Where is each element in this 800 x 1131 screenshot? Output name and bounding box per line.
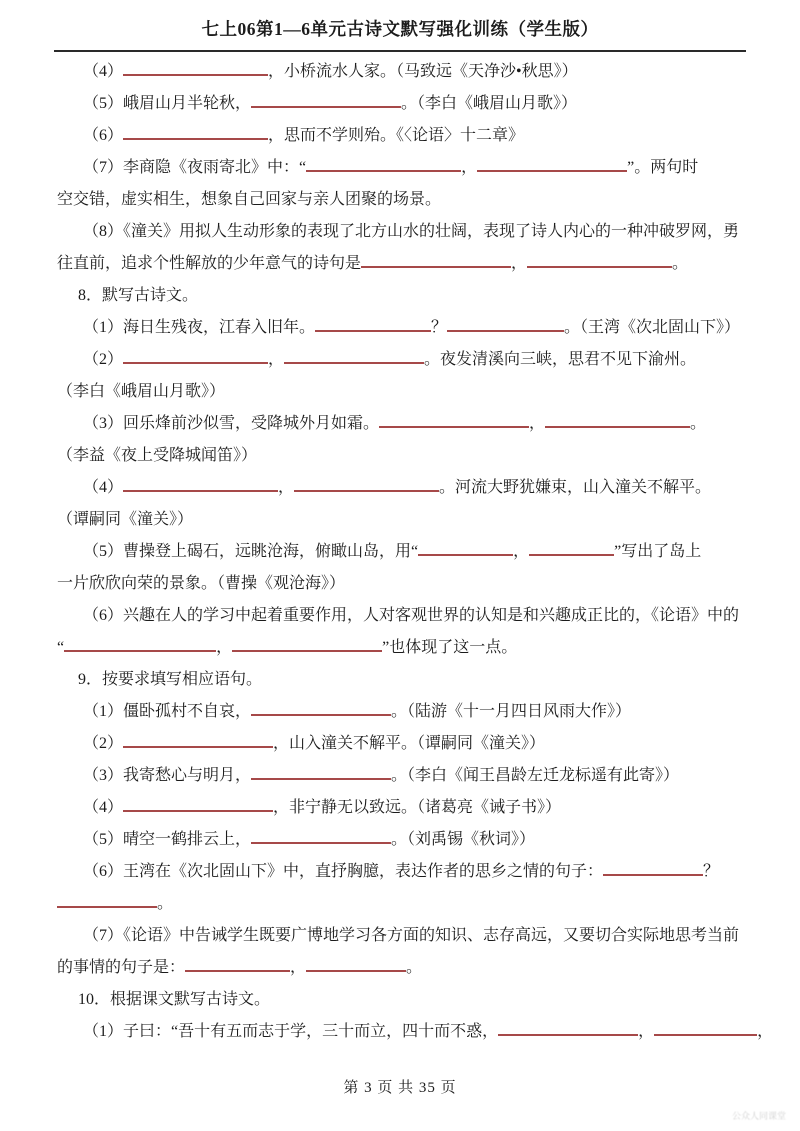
doc-line bbox=[57, 536, 743, 568]
text-segment: （1）海日生残夜，江春入旧年。 bbox=[83, 319, 316, 336]
page-number: 第 3 页 共 35 页 bbox=[343, 1080, 457, 1096]
doc-line bbox=[57, 312, 743, 344]
doc-line bbox=[57, 440, 743, 472]
text-segment: ， bbox=[461, 159, 478, 176]
text-segment: （李白《峨眉山月歌》） bbox=[57, 383, 226, 400]
answer-blank bbox=[361, 252, 511, 268]
text-segment: （8）《潼关》用拟人生动形象的表现了北方山水的壮阔，表现了诗人内心的一种冲破罗网，勇 bbox=[83, 223, 740, 240]
doc-line bbox=[57, 88, 743, 120]
text-segment: 。（李白《峨眉山月歌》） bbox=[401, 95, 578, 112]
text-segment: （6）王湾在《次北固山下》中，直抒胸臆，表达作者的思乡之情的句子： bbox=[83, 863, 604, 880]
document-header bbox=[0, 0, 800, 41]
text-segment: 。（刘禹锡《秋词》） bbox=[391, 831, 536, 848]
doc-line bbox=[57, 280, 743, 312]
text-segment: 9．按要求填写相应语句。 bbox=[78, 671, 263, 688]
answer-blank bbox=[527, 252, 672, 268]
text-segment: 。（王湾《次北固山下》） bbox=[564, 319, 741, 336]
text-segment: 。夜发清溪向三峡，思君不见下渝州。 bbox=[424, 351, 697, 368]
doc-line bbox=[57, 344, 743, 376]
doc-line bbox=[57, 184, 743, 216]
text-segment: （李益《夜上受降城闻笛》） bbox=[57, 447, 258, 464]
answer-blank bbox=[123, 60, 268, 76]
text-segment: 10．根据课文默写古诗文。 bbox=[78, 991, 271, 1008]
answer-blank bbox=[123, 796, 273, 812]
text-segment: 。（陆游《十一月四日风雨大作》） bbox=[391, 703, 632, 720]
doc-line bbox=[57, 408, 743, 440]
answer-blank bbox=[306, 956, 406, 972]
doc-line bbox=[57, 856, 743, 888]
doc-line bbox=[57, 760, 743, 792]
text-segment: ， bbox=[529, 415, 546, 432]
answer-blank bbox=[379, 412, 529, 428]
text-segment: ，小桥流水人家。（马致远《天净沙•秋思》） bbox=[268, 63, 578, 80]
answer-blank bbox=[57, 892, 157, 908]
answer-blank bbox=[654, 1020, 757, 1036]
text-segment: （4） bbox=[83, 799, 124, 816]
text-segment: （7）《论语》中告诫学生既要广博地学习各方面的知识、志存高远，又要切合实际地思考当前 bbox=[83, 927, 740, 944]
text-segment: （5）晴空一鹤排云上， bbox=[83, 831, 252, 848]
doc-line bbox=[57, 120, 743, 152]
doc-line bbox=[57, 728, 743, 760]
text-segment: （5）峨眉山月半轮秋， bbox=[83, 95, 252, 112]
text-segment: ， bbox=[268, 351, 285, 368]
text-segment: 一片欣欣向荣的景象。（曹操《观沧海》） bbox=[57, 575, 346, 592]
doc-line bbox=[57, 568, 743, 600]
text-segment: 。 bbox=[157, 895, 174, 912]
text-segment: 往直前，追求个性解放的少年意气的诗句是 bbox=[57, 255, 362, 272]
answer-blank bbox=[185, 956, 290, 972]
doc-line bbox=[57, 824, 743, 856]
answer-blank bbox=[251, 764, 391, 780]
text-segment: ， bbox=[290, 959, 307, 976]
text-segment: （谭嗣同《潼关》） bbox=[57, 511, 194, 528]
text-segment: （5）曹操登上碣石，远眺沧海，俯瞰山岛，用“ bbox=[83, 543, 419, 560]
text-segment: ， bbox=[757, 1023, 774, 1040]
answer-blank bbox=[603, 860, 703, 876]
doc-line bbox=[57, 696, 743, 728]
text-segment: ，山入潼关不解平。（谭嗣同《潼关》） bbox=[273, 735, 546, 752]
text-segment: 。 bbox=[690, 415, 707, 432]
doc-line bbox=[57, 472, 743, 504]
answer-blank bbox=[447, 316, 564, 332]
answer-blank bbox=[545, 412, 690, 428]
answer-blank bbox=[123, 348, 268, 364]
text-segment: （4） bbox=[83, 63, 124, 80]
text-segment: （1）子曰：“吾十有五而志于学，三十而立，四十而不惑， bbox=[83, 1023, 499, 1040]
text-segment: （1）僵卧孤村不自哀， bbox=[83, 703, 252, 720]
answer-blank bbox=[418, 540, 513, 556]
doc-line bbox=[57, 1016, 774, 1048]
answer-blank bbox=[123, 124, 268, 140]
answer-blank bbox=[315, 316, 431, 332]
watermark: 公众人同课堂 bbox=[731, 1111, 786, 1121]
answer-blank bbox=[232, 636, 382, 652]
doc-line bbox=[57, 504, 743, 536]
text-segment: 的事情的句子是： bbox=[57, 959, 186, 976]
doc-line bbox=[57, 920, 743, 952]
text-segment: ，非宁静无以致远。（诸葛亮《诫子书》） bbox=[273, 799, 562, 816]
answer-blank bbox=[294, 476, 439, 492]
doc-line bbox=[57, 632, 743, 664]
answer-blank bbox=[251, 828, 391, 844]
doc-line bbox=[57, 600, 743, 632]
header-divider bbox=[54, 50, 746, 52]
doc-line bbox=[57, 984, 743, 1016]
text-segment: ”写出了岛上 bbox=[614, 543, 702, 560]
document-body bbox=[57, 56, 774, 1048]
text-segment: ， bbox=[638, 1023, 655, 1040]
answer-blank bbox=[529, 540, 614, 556]
text-segment: ”也体现了这一点。 bbox=[382, 639, 518, 656]
text-segment: “ bbox=[57, 639, 65, 656]
text-segment: ， bbox=[278, 479, 295, 496]
text-segment: 。（李白《闻王昌龄左迁龙标遥有此寄》） bbox=[391, 767, 680, 784]
text-segment: （6） bbox=[83, 127, 124, 144]
text-segment: ”。两句时 bbox=[627, 159, 699, 176]
page-title: 七上06第1—6单元古诗文默写强化训练（学生版） bbox=[201, 19, 599, 39]
answer-blank bbox=[123, 732, 273, 748]
text-segment: ？ bbox=[431, 319, 448, 336]
answer-blank bbox=[123, 476, 278, 492]
doc-line bbox=[57, 248, 743, 280]
text-segment: ， bbox=[513, 543, 530, 560]
answer-blank bbox=[284, 348, 424, 364]
text-segment: （7）李商隐《夜雨寄北》中：“ bbox=[83, 159, 307, 176]
answer-blank bbox=[64, 636, 216, 652]
text-segment: ， bbox=[216, 639, 233, 656]
doc-line bbox=[57, 664, 743, 696]
doc-line bbox=[57, 216, 743, 248]
text-segment: ？ bbox=[703, 863, 720, 880]
text-segment: 8．默写古诗文。 bbox=[78, 287, 199, 304]
doc-line bbox=[57, 152, 743, 184]
text-segment: ，思而不学则殆。《〈论语〉十二章》 bbox=[268, 127, 525, 144]
doc-line bbox=[57, 888, 743, 920]
doc-line bbox=[57, 56, 743, 88]
answer-blank bbox=[477, 156, 627, 172]
doc-line bbox=[57, 952, 743, 984]
text-segment: ， bbox=[511, 255, 528, 272]
text-segment: 空交错，虚实相生，想象自己回家与亲人团聚的场景。 bbox=[57, 191, 442, 208]
text-segment: （3）我寄愁心与明月， bbox=[83, 767, 252, 784]
text-segment: （6）兴趣在人的学习中起着重要作用，人对客观世界的认知是和兴趣成正比的，《论语》中的 bbox=[83, 607, 740, 624]
text-segment: （2） bbox=[83, 735, 124, 752]
text-segment: 。 bbox=[672, 255, 689, 272]
answer-blank bbox=[251, 700, 391, 716]
answer-blank bbox=[251, 92, 401, 108]
text-segment: 。河流大野犹嫌束，山入潼关不解平。 bbox=[439, 479, 712, 496]
text-segment: （4） bbox=[83, 479, 124, 496]
answer-blank bbox=[306, 156, 461, 172]
text-segment: 。 bbox=[406, 959, 423, 976]
text-segment: （3）回乐烽前沙似雪，受降城外月如霜。 bbox=[83, 415, 380, 432]
answer-blank bbox=[498, 1020, 638, 1036]
text-segment: （2） bbox=[83, 351, 124, 368]
doc-line bbox=[57, 792, 743, 824]
doc-line bbox=[57, 376, 743, 408]
